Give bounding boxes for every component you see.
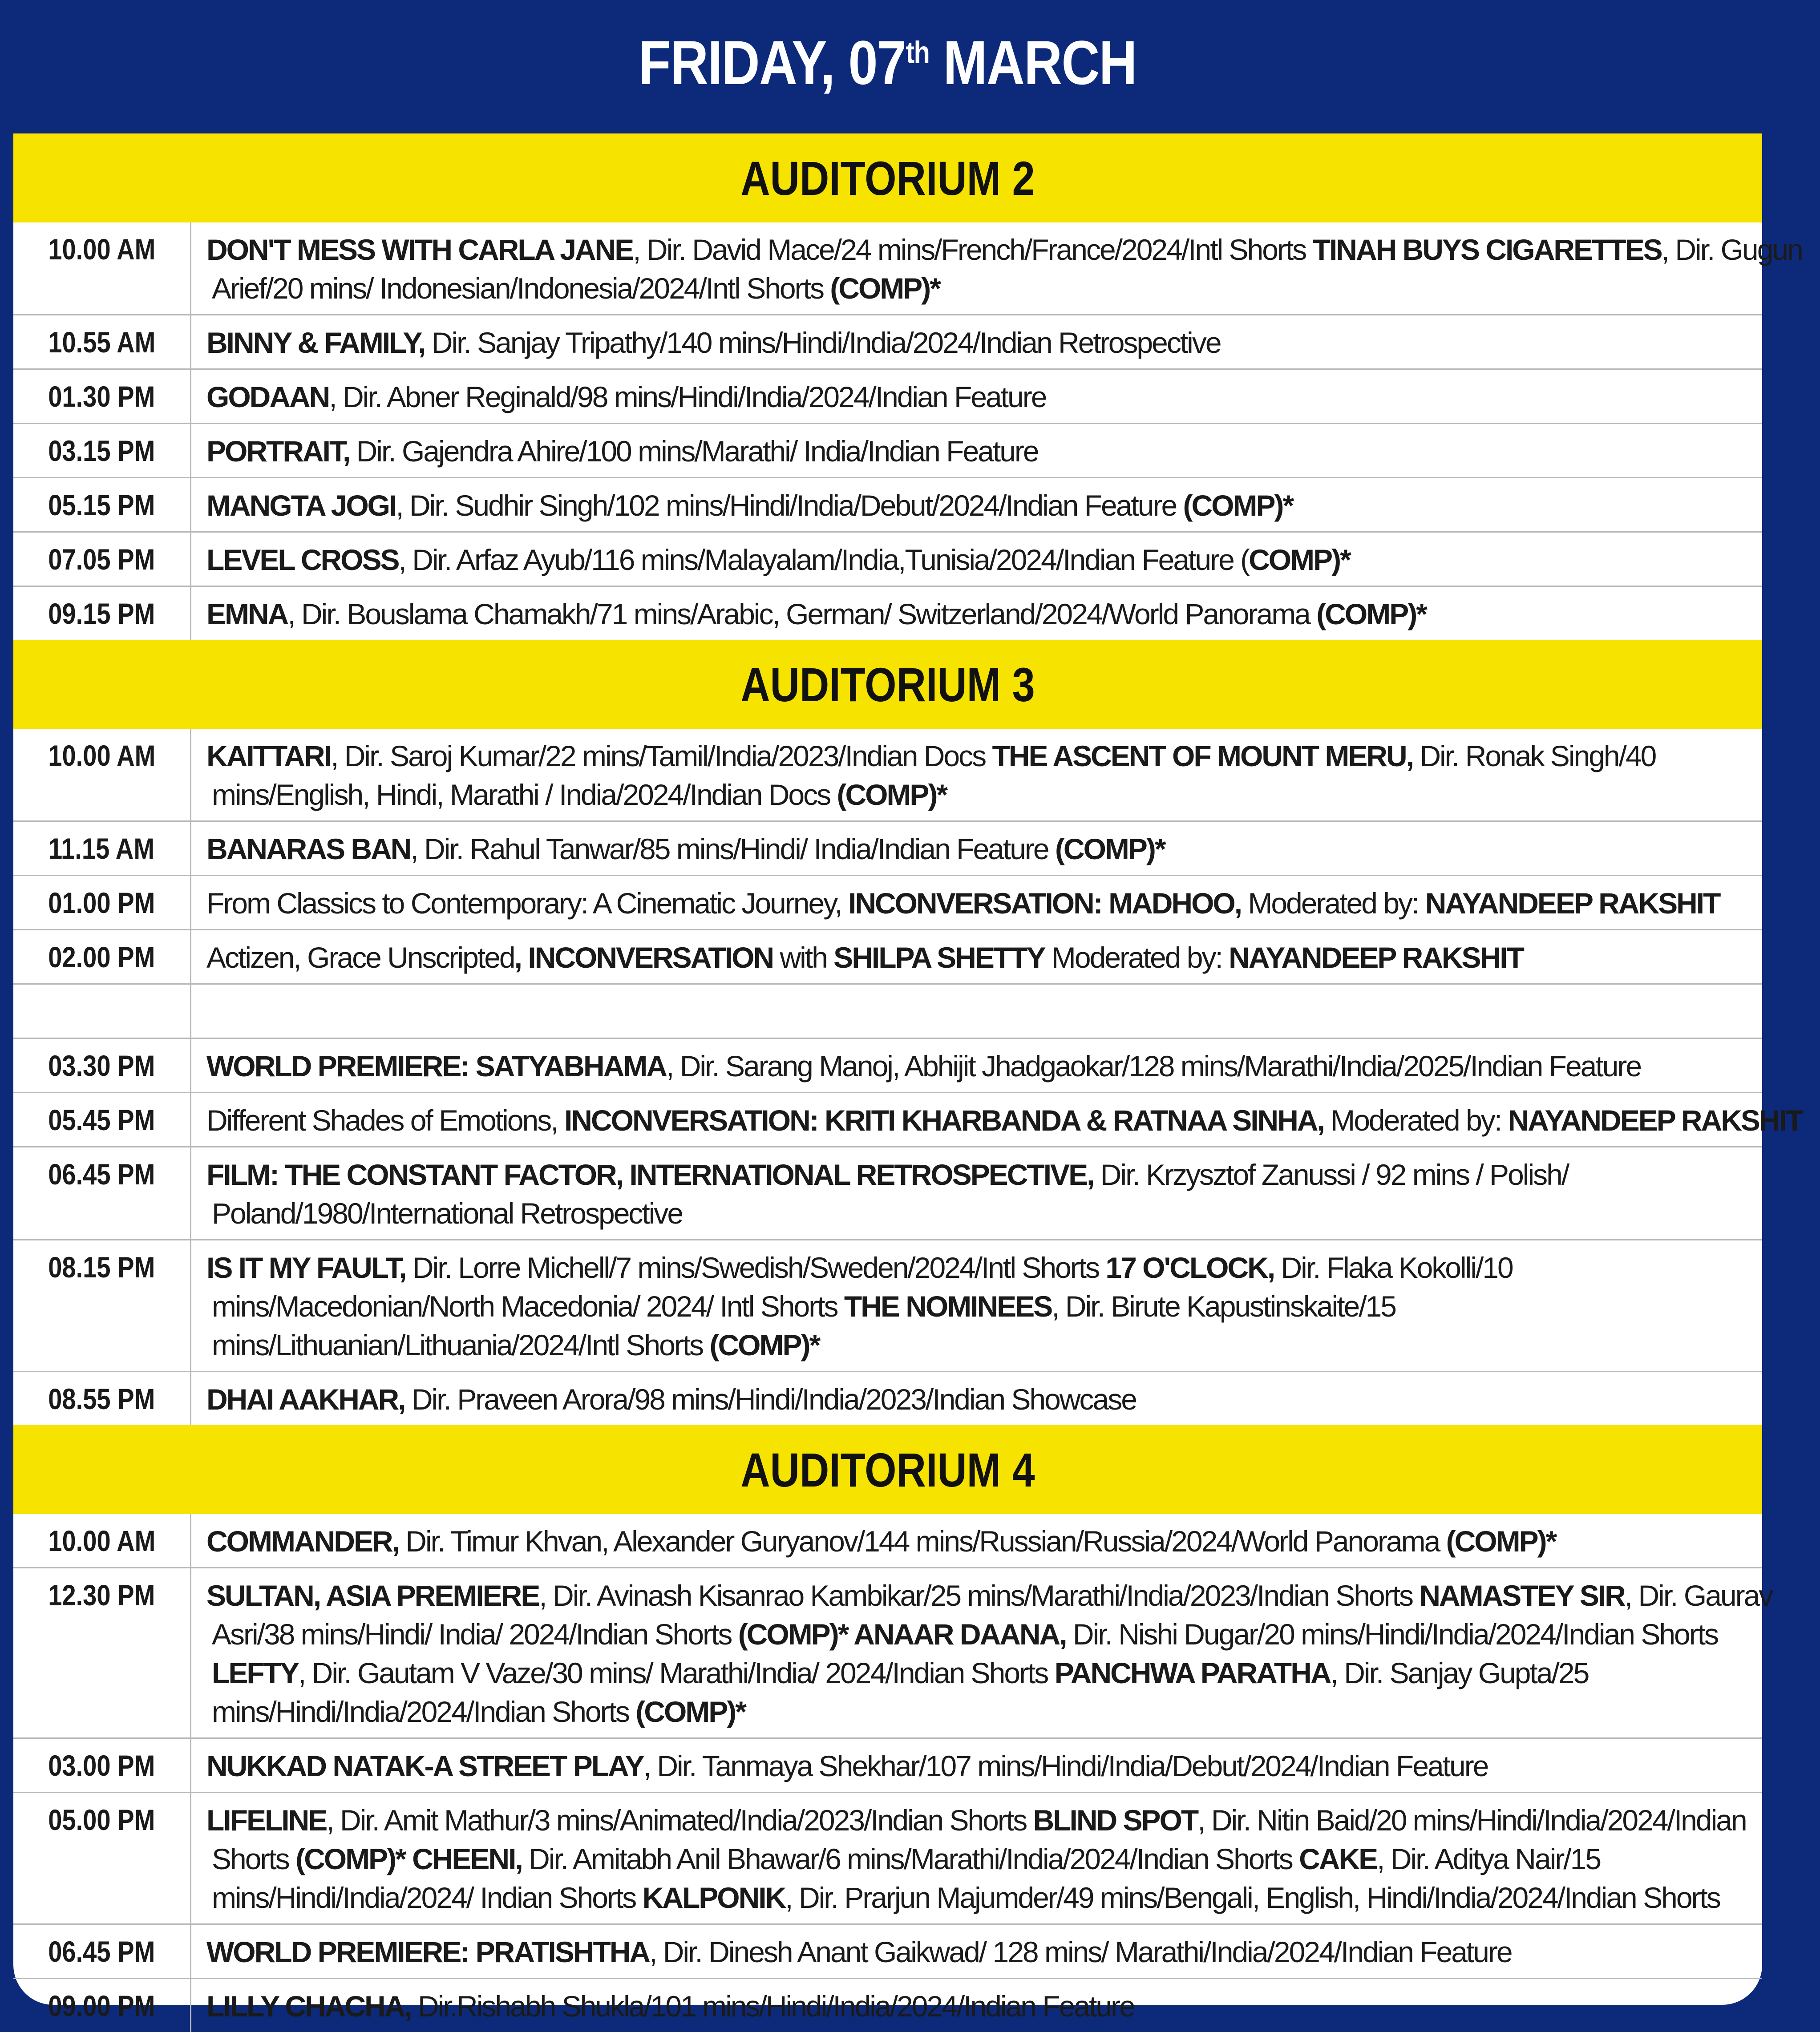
time-label: 11.15 AM xyxy=(49,832,155,865)
time-label: 10.00 AM xyxy=(48,233,156,266)
detail-text: , Dir. Gaurav xyxy=(1624,1579,1772,1612)
title-text: DHAI AAKHAR, xyxy=(206,1383,405,1416)
description-line xyxy=(206,1248,1744,1287)
time-cell xyxy=(13,1739,191,1792)
description-line xyxy=(206,884,1744,923)
detail-text: Dir. Lorre Michell/7 mins/Swedish/Sweden/2024/Intl Shorts xyxy=(405,1251,1106,1284)
time-label: 03.30 PM xyxy=(48,1049,155,1082)
time-label: 10.00 AM xyxy=(48,739,156,772)
detail-text: mins/Lithuanian/Lithuania/2024/Intl Shorts xyxy=(212,1329,710,1361)
title-text: BLIND SPOT xyxy=(1033,1804,1198,1837)
detail-text: , Dir. Birute Kapustinskaite/15 xyxy=(1052,1290,1396,1323)
detail-text: , Dir. David Mace/24 mins/French/France/2024/Intl Shorts xyxy=(633,233,1313,266)
time-cell xyxy=(13,930,191,983)
program-description xyxy=(191,985,1762,1038)
description-line xyxy=(206,323,1744,362)
detail-text: , Dir. Sanjay Gupta/25 xyxy=(1330,1656,1589,1689)
detail-text: , Dir. Bouslama Chamakh/71 mins/Arabic, German/ Switzerland/2024/World Panorama xyxy=(287,598,1317,630)
detail-text: , Dir. Abner Reginald/98 mins/Hindi/India/2024/Indian Feature xyxy=(329,380,1046,413)
schedule-card xyxy=(13,133,1803,2023)
time-cell xyxy=(13,222,191,314)
program-description xyxy=(191,587,1762,640)
program-description xyxy=(191,1240,1762,1371)
description-line xyxy=(206,1747,1744,1786)
title-text: (COMP)* ANAAR DAANA, xyxy=(738,1618,1066,1651)
detail-text: mins/Macedonian/North Macedonia/ 2024/ Intl Shorts xyxy=(212,1290,844,1323)
description-line xyxy=(206,378,1744,416)
description-line xyxy=(206,1654,1772,1693)
detail-text: Different Shades of Emotions, xyxy=(206,1104,564,1137)
title-text: INCONVERSATION: KRITI KHARBANDA & RATNAA SINHA, xyxy=(564,1104,1324,1137)
time-cell xyxy=(13,822,191,875)
schedule-row xyxy=(13,876,1762,930)
time-label: 08.55 PM xyxy=(48,1382,155,1415)
title-text: THE NOMINEES xyxy=(844,1290,1052,1323)
time-cell xyxy=(13,876,191,929)
title-text: IS IT MY FAULT, xyxy=(206,1251,406,1284)
program-description xyxy=(191,876,1762,929)
description-line xyxy=(206,1101,1802,1140)
program-description xyxy=(191,1925,1762,1978)
time-cell xyxy=(13,985,191,1038)
detail-text: Arief/20 mins/ Indonesian/Indonesia/2024/Intl Shorts xyxy=(212,272,830,305)
description-line xyxy=(206,737,1744,776)
description-line xyxy=(206,230,1802,269)
title-text: (COMP)* xyxy=(1183,489,1293,522)
time-cell xyxy=(13,424,191,477)
schedule-row xyxy=(13,1372,1762,1425)
detail-text: Dir. Krzysztof Zanussi / 92 mins / Polish/ xyxy=(1093,1158,1569,1191)
title-text: NUKKAD NATAK-A STREET PLAY xyxy=(206,1749,643,1782)
detail-text: Shorts xyxy=(212,1842,296,1875)
schedule-row xyxy=(13,424,1762,478)
auditorium-title: AUDITORIUM 3 xyxy=(740,657,1035,711)
description-line xyxy=(206,1987,1744,2026)
detail-text: , Dir. Nitin Baid/20 mins/Hindi/India/2024/Indian xyxy=(1197,1804,1746,1837)
detail-text: mins/Hindi/India/2024/ Indian Shorts xyxy=(212,1881,643,1914)
time-label: 09.00 PM xyxy=(48,1989,155,2022)
program-description xyxy=(191,1979,1762,2032)
title-text: TINAH BUYS CIGARETTES xyxy=(1312,233,1662,266)
detail-text: Moderated by: xyxy=(1241,887,1425,920)
detail-text: Dir. Flaka Kokolli/10 xyxy=(1274,1251,1513,1284)
detail-text: Dir. Ronak Singh/40 xyxy=(1413,739,1656,772)
detail-text: Moderated by: xyxy=(1044,941,1229,974)
title-text: , INCONVERSATION xyxy=(514,941,773,974)
description-line xyxy=(206,1693,1772,1731)
program-description xyxy=(191,533,1762,586)
title-text: KAITTARI xyxy=(206,739,331,772)
title-text: (COMP)* xyxy=(830,272,940,305)
detail-text: , Dir. Saroj Kumar/22 mins/Tamil/India/2023/Indian Docs xyxy=(331,739,992,772)
detail-text: mins/English, Hindi, Marathi / India/2024/Indian Docs xyxy=(212,778,837,811)
schedule-row xyxy=(13,1240,1762,1372)
time-cell xyxy=(13,1925,191,1978)
detail-text: , Dir. Prarjun Majumder/49 mins/Bengali, English, Hindi/India/2024/Indian Shorts xyxy=(785,1881,1720,1914)
program-description xyxy=(191,822,1762,875)
time-label: 05.45 PM xyxy=(48,1103,155,1136)
detail-text: , Dir. Arfaz Ayub/116 mins/Malayalam/India,Tunisia/2024/Indian Feature ( xyxy=(398,543,1249,576)
program-description xyxy=(191,478,1762,531)
description-line xyxy=(206,1933,1744,1971)
detail-text: , Dir. Gugun xyxy=(1661,233,1802,266)
schedule-row xyxy=(13,1147,1762,1240)
title-text: (COMP)* xyxy=(709,1329,820,1361)
time-label: 08.15 PM xyxy=(48,1251,155,1284)
program-description xyxy=(191,930,1762,983)
description-line xyxy=(206,1047,1744,1086)
schedule-row xyxy=(13,1514,1762,1568)
schedule-rows xyxy=(13,222,1802,640)
detail-text: , Dir. Sarang Manoj, Abhijit Jhadgaokar/128 mins/Marathi/India/2025/Indian Feature xyxy=(666,1050,1641,1083)
title-text: INCONVERSATION: MADHOO, xyxy=(848,887,1242,920)
time-cell xyxy=(13,1093,191,1146)
title-text: COMP)* xyxy=(1249,543,1350,576)
time-label: 03.15 PM xyxy=(48,434,155,467)
title-text: LEVEL CROSS xyxy=(206,543,399,576)
title-text: SULTAN, ASIA PREMIERE xyxy=(206,1579,539,1612)
title-text: THE ASCENT OF MOUNT MERU, xyxy=(992,739,1413,772)
detail-text: , Dir. Avinash Kisanrao Kambikar/25 mins/Marathi/India/2023/Indian Shorts xyxy=(539,1579,1420,1612)
description-line xyxy=(206,776,1744,814)
schedule-row xyxy=(13,1039,1762,1093)
program-description xyxy=(191,1739,1762,1792)
time-cell xyxy=(13,587,191,640)
schedule-row xyxy=(13,985,1762,1039)
title-text: DON'T MESS WITH CARLA JANE xyxy=(206,233,633,266)
detail-text: Dir. Sanjay Tripathy/140 mins/Hindi/India/2024/Indian Retrospective xyxy=(425,326,1221,359)
detail-text: Moderated by: xyxy=(1323,1104,1508,1137)
title-text: COMMANDER, xyxy=(206,1525,399,1558)
title-text: FILM: THE CONSTANT FACTOR, INTERNATIONAL RETROSPECTIVE, xyxy=(206,1158,1094,1191)
title-text: GODAAN xyxy=(206,380,329,413)
day-suffix: th xyxy=(906,35,930,70)
title-text: (COMP)* CHEENI, xyxy=(295,1842,522,1875)
description-line xyxy=(206,1326,1744,1365)
description-line xyxy=(206,1287,1744,1326)
auditorium-header xyxy=(13,133,1762,222)
time-label: 03.00 PM xyxy=(48,1749,155,1782)
time-label: 06.45 PM xyxy=(48,1158,155,1191)
schedule-row xyxy=(13,930,1762,985)
description-line xyxy=(206,1155,1744,1194)
day-label: FRIDAY, 07 xyxy=(639,28,906,97)
month-label: MARCH xyxy=(943,28,1136,97)
detail-text: , Dir. Dinesh Anant Gaikwad/ 128 mins/ Marathi/India/2024/Indian Feature xyxy=(649,1935,1512,1968)
detail-text: , Dir. Sudhir Singh/102 mins/Hindi/India/Debut/2024/Indian Feature xyxy=(396,489,1183,522)
schedule-row xyxy=(13,315,1762,370)
program-description xyxy=(191,370,1762,423)
title-text: BANARAS BAN xyxy=(206,832,411,865)
description-line xyxy=(206,595,1744,634)
detail-text: Dir. Nishi Dugar/20 mins/Hindi/India/2024/Indian Shorts xyxy=(1066,1618,1718,1651)
schedule-row xyxy=(13,1739,1762,1793)
title-text: WORLD PREMIERE: SATYABHAMA xyxy=(206,1050,667,1083)
schedule-row xyxy=(13,1568,1772,1739)
schedule-rows xyxy=(13,1514,1772,2032)
description-line xyxy=(206,486,1744,525)
time-cell xyxy=(13,1793,191,1923)
title-text: (COMP)* xyxy=(1446,1525,1556,1558)
time-cell xyxy=(13,478,191,531)
detail-text: , Dir. Rahul Tanwar/85 mins/Hindi/ India/Indian Feature xyxy=(410,832,1055,865)
schedule-rows xyxy=(13,729,1803,1425)
time-cell xyxy=(13,315,191,368)
detail-text: From Classics to Contemporary: A Cinematic Journey, xyxy=(206,887,848,920)
time-cell xyxy=(13,1372,191,1425)
title-text: 17 O'CLOCK, xyxy=(1105,1251,1274,1284)
detail-text: Asri/38 mins/Hindi/ India/ 2024/Indian Shorts xyxy=(212,1618,738,1651)
detail-text: , Dir. Tanmaya Shekhar/107 mins/Hindi/India/Debut/2024/Indian Feature xyxy=(643,1749,1488,1782)
description-line xyxy=(206,993,1744,1031)
title-text: CAKE xyxy=(1299,1842,1377,1875)
program-description xyxy=(191,1793,1764,1923)
detail-text: Dir. Praveen Arora/98 mins/Hindi/India/2023/Indian Showcase xyxy=(404,1383,1136,1416)
time-label: 06.45 PM xyxy=(48,1935,155,1968)
time-cell xyxy=(13,533,191,586)
schedule-row xyxy=(13,478,1762,533)
detail-text: , Dir. Aditya Nair/15 xyxy=(1377,1842,1601,1875)
detail-text: Dir. Gajendra Ahire/100 mins/Marathi/ India/Indian Feature xyxy=(349,435,1038,468)
auditorium-title: AUDITORIUM 4 xyxy=(740,1442,1035,1497)
time-label: 07.05 PM xyxy=(48,543,155,576)
description-line xyxy=(206,1380,1744,1419)
title-text: KALPONIK xyxy=(642,1881,785,1914)
time-label: 01.30 PM xyxy=(48,380,155,413)
description-line xyxy=(206,830,1744,869)
program-description xyxy=(191,1514,1762,1567)
schedule-row xyxy=(13,729,1762,822)
time-label: 10.00 AM xyxy=(48,1524,156,1557)
description-line xyxy=(206,938,1744,977)
description-line xyxy=(206,1615,1772,1654)
title-text: LIFELINE xyxy=(206,1804,327,1837)
detail-text: Dir. Amitabh Anil Bhawar/6 mins/Marathi/India/2024/Indian Shorts xyxy=(522,1842,1299,1875)
title-text: SHILPA SHETTY xyxy=(833,941,1045,974)
time-cell xyxy=(13,1147,191,1239)
time-cell xyxy=(13,1240,191,1371)
title-text: NAMASTEY SIR xyxy=(1419,1579,1625,1612)
schedule-row xyxy=(13,370,1762,424)
time-label: 01.00 PM xyxy=(48,886,155,919)
schedule-row xyxy=(13,222,1802,315)
title-text: (COMP)* xyxy=(837,778,947,811)
title-text: NAYANDEEP RAKSHIT xyxy=(1508,1104,1803,1137)
detail-text: , Dir. Amit Mathur/3 mins/Animated/India/2023/Indian Shorts xyxy=(326,1804,1033,1837)
description-line xyxy=(206,269,1802,308)
description-line xyxy=(206,541,1744,579)
description-line xyxy=(206,1576,1772,1615)
title-text: (COMP)* xyxy=(635,1695,745,1728)
description-line xyxy=(206,1194,1744,1233)
schedule-row xyxy=(13,1793,1762,1925)
description-line xyxy=(206,1840,1746,1878)
title-text: MANGTA JOGI xyxy=(206,489,396,522)
title-text: (COMP)* xyxy=(1316,598,1426,630)
schedule-row xyxy=(13,1093,1803,1147)
time-cell xyxy=(13,1514,191,1567)
time-cell xyxy=(13,370,191,423)
description-line xyxy=(206,1801,1746,1840)
description-line xyxy=(206,1522,1744,1561)
program-description xyxy=(191,222,1820,314)
program-description xyxy=(191,1093,1820,1146)
title-text: WORLD PREMIERE: PRATISHTHA xyxy=(206,1935,650,1968)
schedule-row xyxy=(13,1979,1762,2032)
time-label: 12.30 PM xyxy=(48,1579,155,1612)
time-label: 02.00 PM xyxy=(48,941,155,974)
schedule-row xyxy=(13,533,1762,587)
title-text: PANCHWA PARATHA xyxy=(1054,1656,1331,1689)
page-title xyxy=(133,27,1642,99)
auditorium-header xyxy=(13,1425,1762,1514)
schedule-row xyxy=(13,1925,1762,1979)
detail-text: Poland/1980/International Retrospective xyxy=(212,1197,683,1230)
schedule-row xyxy=(13,822,1762,876)
schedule-row xyxy=(13,587,1762,640)
detail-text: mins/Hindi/India/2024/Indian Shorts xyxy=(212,1695,636,1728)
auditorium-title: AUDITORIUM 2 xyxy=(740,151,1035,205)
title-text: NAYANDEEP RAKSHIT xyxy=(1229,941,1523,974)
program-description xyxy=(191,729,1762,820)
title-text: PORTRAIT, xyxy=(206,435,350,468)
program-description xyxy=(191,424,1762,477)
time-label: 05.15 PM xyxy=(48,489,155,521)
time-cell xyxy=(13,1039,191,1092)
program-description xyxy=(191,315,1762,368)
program-description xyxy=(191,1147,1762,1239)
title-text: EMNA xyxy=(206,598,288,630)
title-text: LILLY CHACHA, xyxy=(206,1990,411,2023)
auditorium-header xyxy=(13,640,1762,729)
detail-text: Dir. Timur Khvan, Alexander Guryanov/144 mins/Russian/Russia/2024/World Panorama xyxy=(398,1525,1446,1558)
title-text: (COMP)* xyxy=(1055,832,1165,865)
detail-text: , Dir. Gautam V Vaze/30 mins/ Marathi/India/ 2024/Indian Shorts xyxy=(298,1656,1055,1689)
time-label: 10.55 AM xyxy=(48,326,156,359)
detail-text: with xyxy=(773,941,834,974)
title-text: NAYANDEEP RAKSHIT xyxy=(1425,887,1720,920)
title-text: BINNY & FAMILY, xyxy=(206,326,425,359)
description-line xyxy=(206,1878,1746,1917)
detail-text: Dir.Rishabh Shukla/101 mins/Hindi/India/2024/Indian Feature xyxy=(411,1990,1134,2023)
time-label: 09.15 PM xyxy=(48,597,155,630)
time-cell xyxy=(13,1568,191,1737)
time-cell xyxy=(13,1979,191,2032)
time-cell xyxy=(13,729,191,820)
program-description xyxy=(191,1568,1790,1737)
time-label: 05.00 PM xyxy=(48,1803,155,1836)
detail-text: Actizen, Grace Unscripted xyxy=(206,941,514,974)
program-description xyxy=(191,1039,1762,1092)
program-description xyxy=(191,1372,1762,1425)
description-line xyxy=(206,432,1744,471)
title-text: LEFTY xyxy=(212,1656,298,1689)
